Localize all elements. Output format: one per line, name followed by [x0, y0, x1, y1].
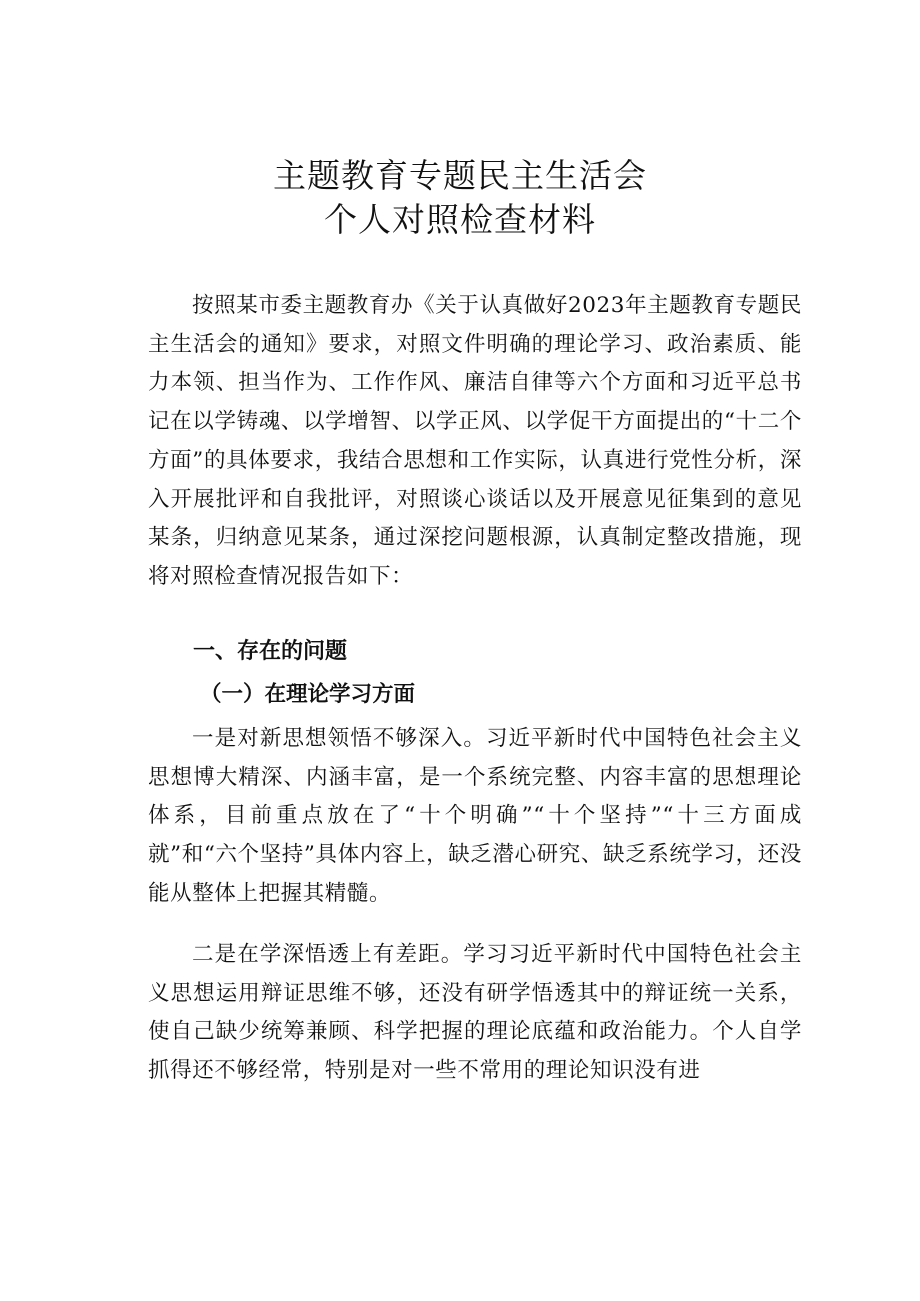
paragraph-theory-2: 二是在学深悟透上有差距。学习习近平新时代中国特色社会主义思想运用辩证思维不够，还没有研学悟透其中的辩证统一关系，使自己缺少统筹兼顾、科学把握的理论底蕴和政治能力。个人自学抓得还不够经常，特别是对一些不常用的理论知识没有进: [148, 942, 802, 1084]
intro-paragraph: 按照某市委主题教育办《关于认真做好2023年主题教育专题民主生活会的通知》要求，对照文件明确的理论学习、政治素质、能力本领、担当作为、工作作风、廉洁自律等六个方面和习近平总书记在以学铸魂、以学增智、以学正风、以学促干方面提出的“十二个方面”的具体要求，我结合思想和工作实际，认真进行党性分析，深入开展批评和自我批评，对照谈心谈话以及开展意见征集到的意见某条，归纳意见某条，通过深挖问题根源，认真制定整改措施，现将对照检查情况报告如下：: [148, 293, 802, 589]
document-title-line1: 主题教育专题民主生活会: [273, 156, 647, 195]
paragraph-theory-1: 一是对新思想领悟不够深入。习近平新时代中国特色社会主义思想博大精深、内涵丰富，是一个系统完整、内容丰富的思想理论体系，目前重点放在了“十个明确”“十个坚持”“十三方面成就”和“六个坚持”具体内容上，缺乏潜心研究、缺乏系统学习，还没能从整体上把握其精髓。: [148, 726, 802, 906]
subsection-heading-theory-study: （一）在理论学习方面: [200, 682, 416, 707]
document-title-line2: 个人对照检查材料: [324, 200, 596, 239]
section-heading-problems: 一、存在的问题: [193, 639, 348, 664]
